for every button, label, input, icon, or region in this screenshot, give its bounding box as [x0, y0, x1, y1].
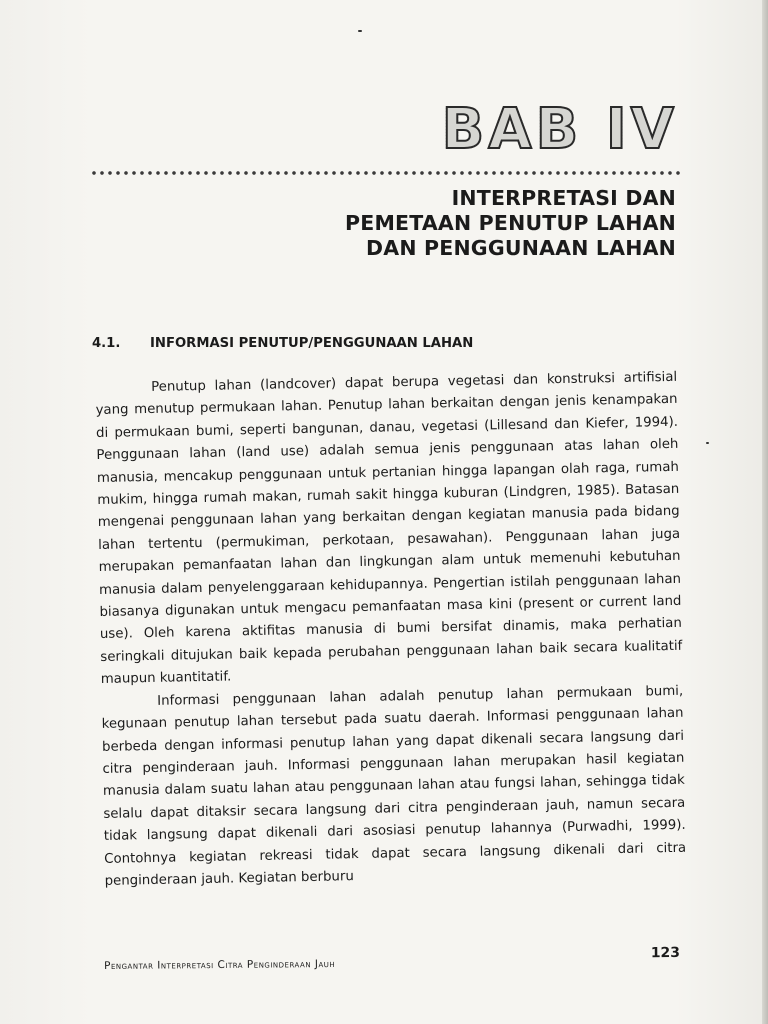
page-footer — [104, 944, 681, 973]
body-text — [95, 367, 687, 893]
chapter-title-line: PEMETAAN PENUTUP LAHAN — [345, 211, 676, 235]
paragraph: Penutup lahan (landcover) dapat berupa vegetasi dan konstruksi artifisial yang menutup permukaan lahan. Penutup lahan berkaitan dengan jenis kenampakan di permukaan bumi, seperti bangunan, danau, vegetasi (Lillesand dan Kiefer, 1994). Penggunaan lahan (land use) adalah semua jenis penggunaan atas lahan oleh manusia, mencakup penggunaan untuk pertanian hingga lapangan olah raga, rumah mukim, hingga rumah makan, rumah sakit hingga kuburan (Lindgren, 1985). Batasan mengenai penggunaan lahan yang berkaitan dengan kegiatan manusia pada bidang lahan tertentu (permukiman, perkotaan, pesawahan). Penggunaan lahan juga merupakan pemanfaatan lahan dan lingkungan alam untuk memenuhi kebutuhan manusia dalam penyelenggaraan kehidupannya. Pengertian istilah penggunaan lahan biasanya digunakan untuk mengacu pemanfaatan masa kini (present or current land use). Oleh karena aktifitas manusia di bumi bersifat dinamis, maka perhatian seringkali ditujukan baik kepada perubahan penggunaan lahan baik secara kualitatif maupun kuantitatif. — [95, 369, 683, 688]
section-heading — [92, 336, 682, 351]
running-head: Pengantar Interpretasi Citra Penginderaan Jauh — [104, 957, 336, 972]
page-number: 123 — [650, 944, 681, 962]
scan-speck — [706, 442, 709, 444]
chapter-title-line: DAN PENGGUNAAN LAHAN — [366, 236, 676, 260]
dotted-divider — [90, 170, 684, 176]
scan-speck — [358, 30, 362, 32]
paragraph: Informasi penggunaan lahan adalah penutup lahan permukaan bumi, kegunaan penutup lahan tersebut pada suatu daerah. Informasi penggunaan lahan berbeda dengan informasi penutup lahan yang dapat dikenali secara langsung dari citra penginderaan jauh. Informasi penggunaan lahan merupakan hasil kegiatan manusia dalam suatu lahan atau penggunaan lahan atau fungsi lahan, sehingga tidak selalu dapat ditaksir secara langsung dari citra penginderaan jauh, namun secara tidak langsung dapat dikenali dari asosiasi penutup lahannya (Purwadhi, 1999). Contohnya kegiatan rekreasi tidak dapat secara langsung dikenali dari citra penginderaan jauh. Kegiatan berburu — [101, 683, 687, 889]
chapter-title — [156, 186, 676, 261]
section-number: 4.1. — [92, 336, 121, 351]
chapter-label: BAB IV — [441, 97, 678, 162]
section-title: INFORMASI PENUTUP/PENGGUNAAN LAHAN — [150, 336, 474, 351]
page-edge-shadow — [762, 0, 768, 1024]
chapter-title-line: INTERPRETASI DAN — [451, 186, 676, 210]
